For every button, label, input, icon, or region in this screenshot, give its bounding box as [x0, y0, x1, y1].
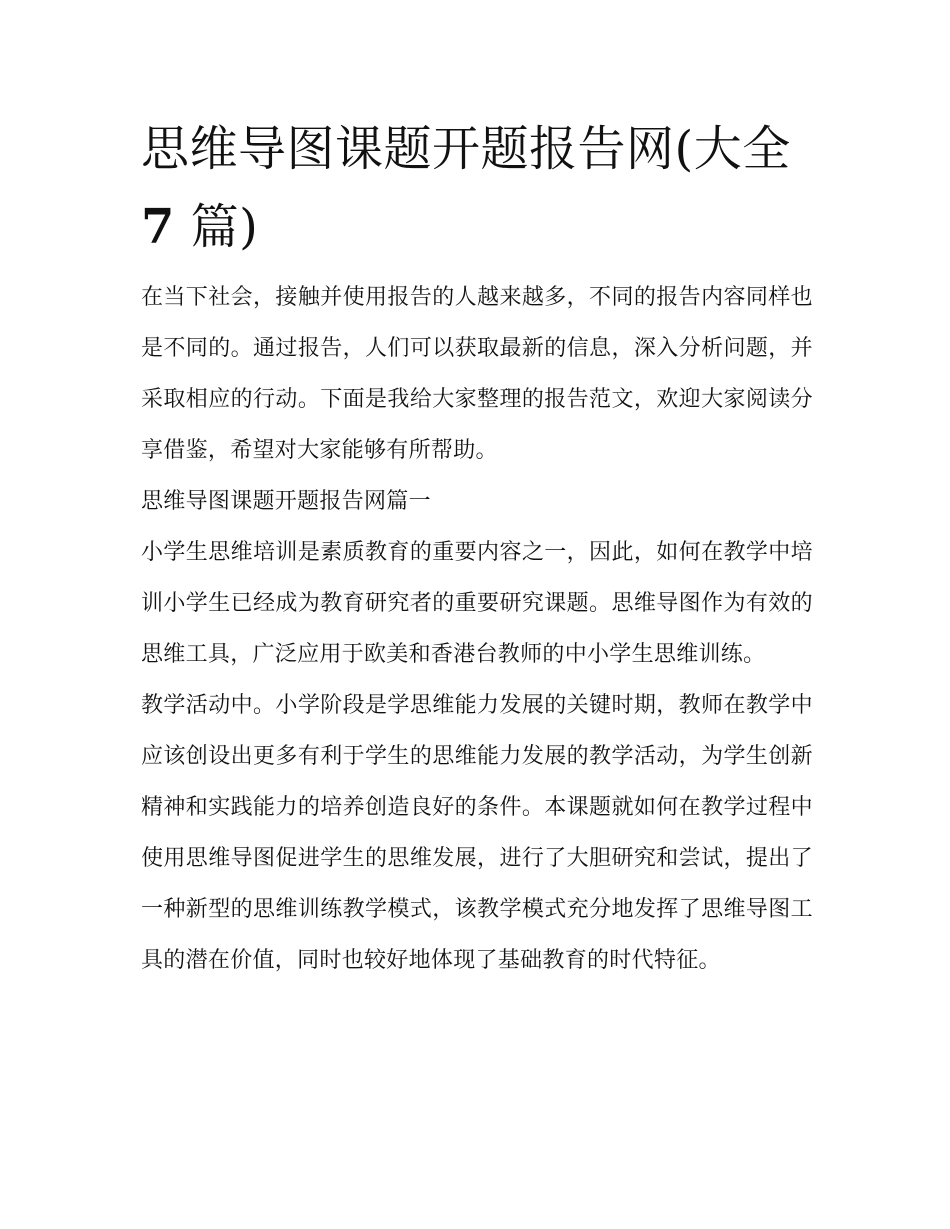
document-title-main: 思维导图课题开题报告网(大全: [141, 121, 791, 177]
section-heading: 思维导图课题开题报告网篇一: [141, 489, 431, 514]
document-content: [141, 110, 813, 986]
document-title-suffix: 篇): [174, 199, 259, 255]
section-paragraph-1: 小学生思维培训是素质教育的重要内容之一，因此，如何在教学中培训小学生已经成为教育研究者的重要研究课题。思维导图作为有效的思维工具，广泛应用于欧美和香港台教师的中小学生思维训练。: [141, 540, 813, 667]
intro-paragraph: 在当下社会，接触并使用报告的人越来越多，不同的报告内容同样也是不同的。通过报告，人们可以获取最新的信息，深入分析问题，并采取相应的行动。下面是我给大家整理的报告范文，欢迎大家阅读分享借鉴，希望对大家能够有所帮助。: [141, 285, 813, 463]
document-title-count: 7: [141, 199, 175, 255]
document-title: [141, 110, 813, 266]
section-paragraph-2: 教学活动中。小学阶段是学思维能力发展的关键时期，教师在教学中应该创设出更多有利于学生的思维能力发展的教学活动，为学生创新精神和实践能力的培养创造良好的条件。本课题就如何在教学过程中使用思维导图促进学生的思维发展，进行了大胆研究和尝试，提出了一种新型的思维训练教学模式，该教学模式充分地发挥了思维导图工具的潜在价值，同时也较好地体现了基础教育的时代特征。: [141, 693, 813, 973]
